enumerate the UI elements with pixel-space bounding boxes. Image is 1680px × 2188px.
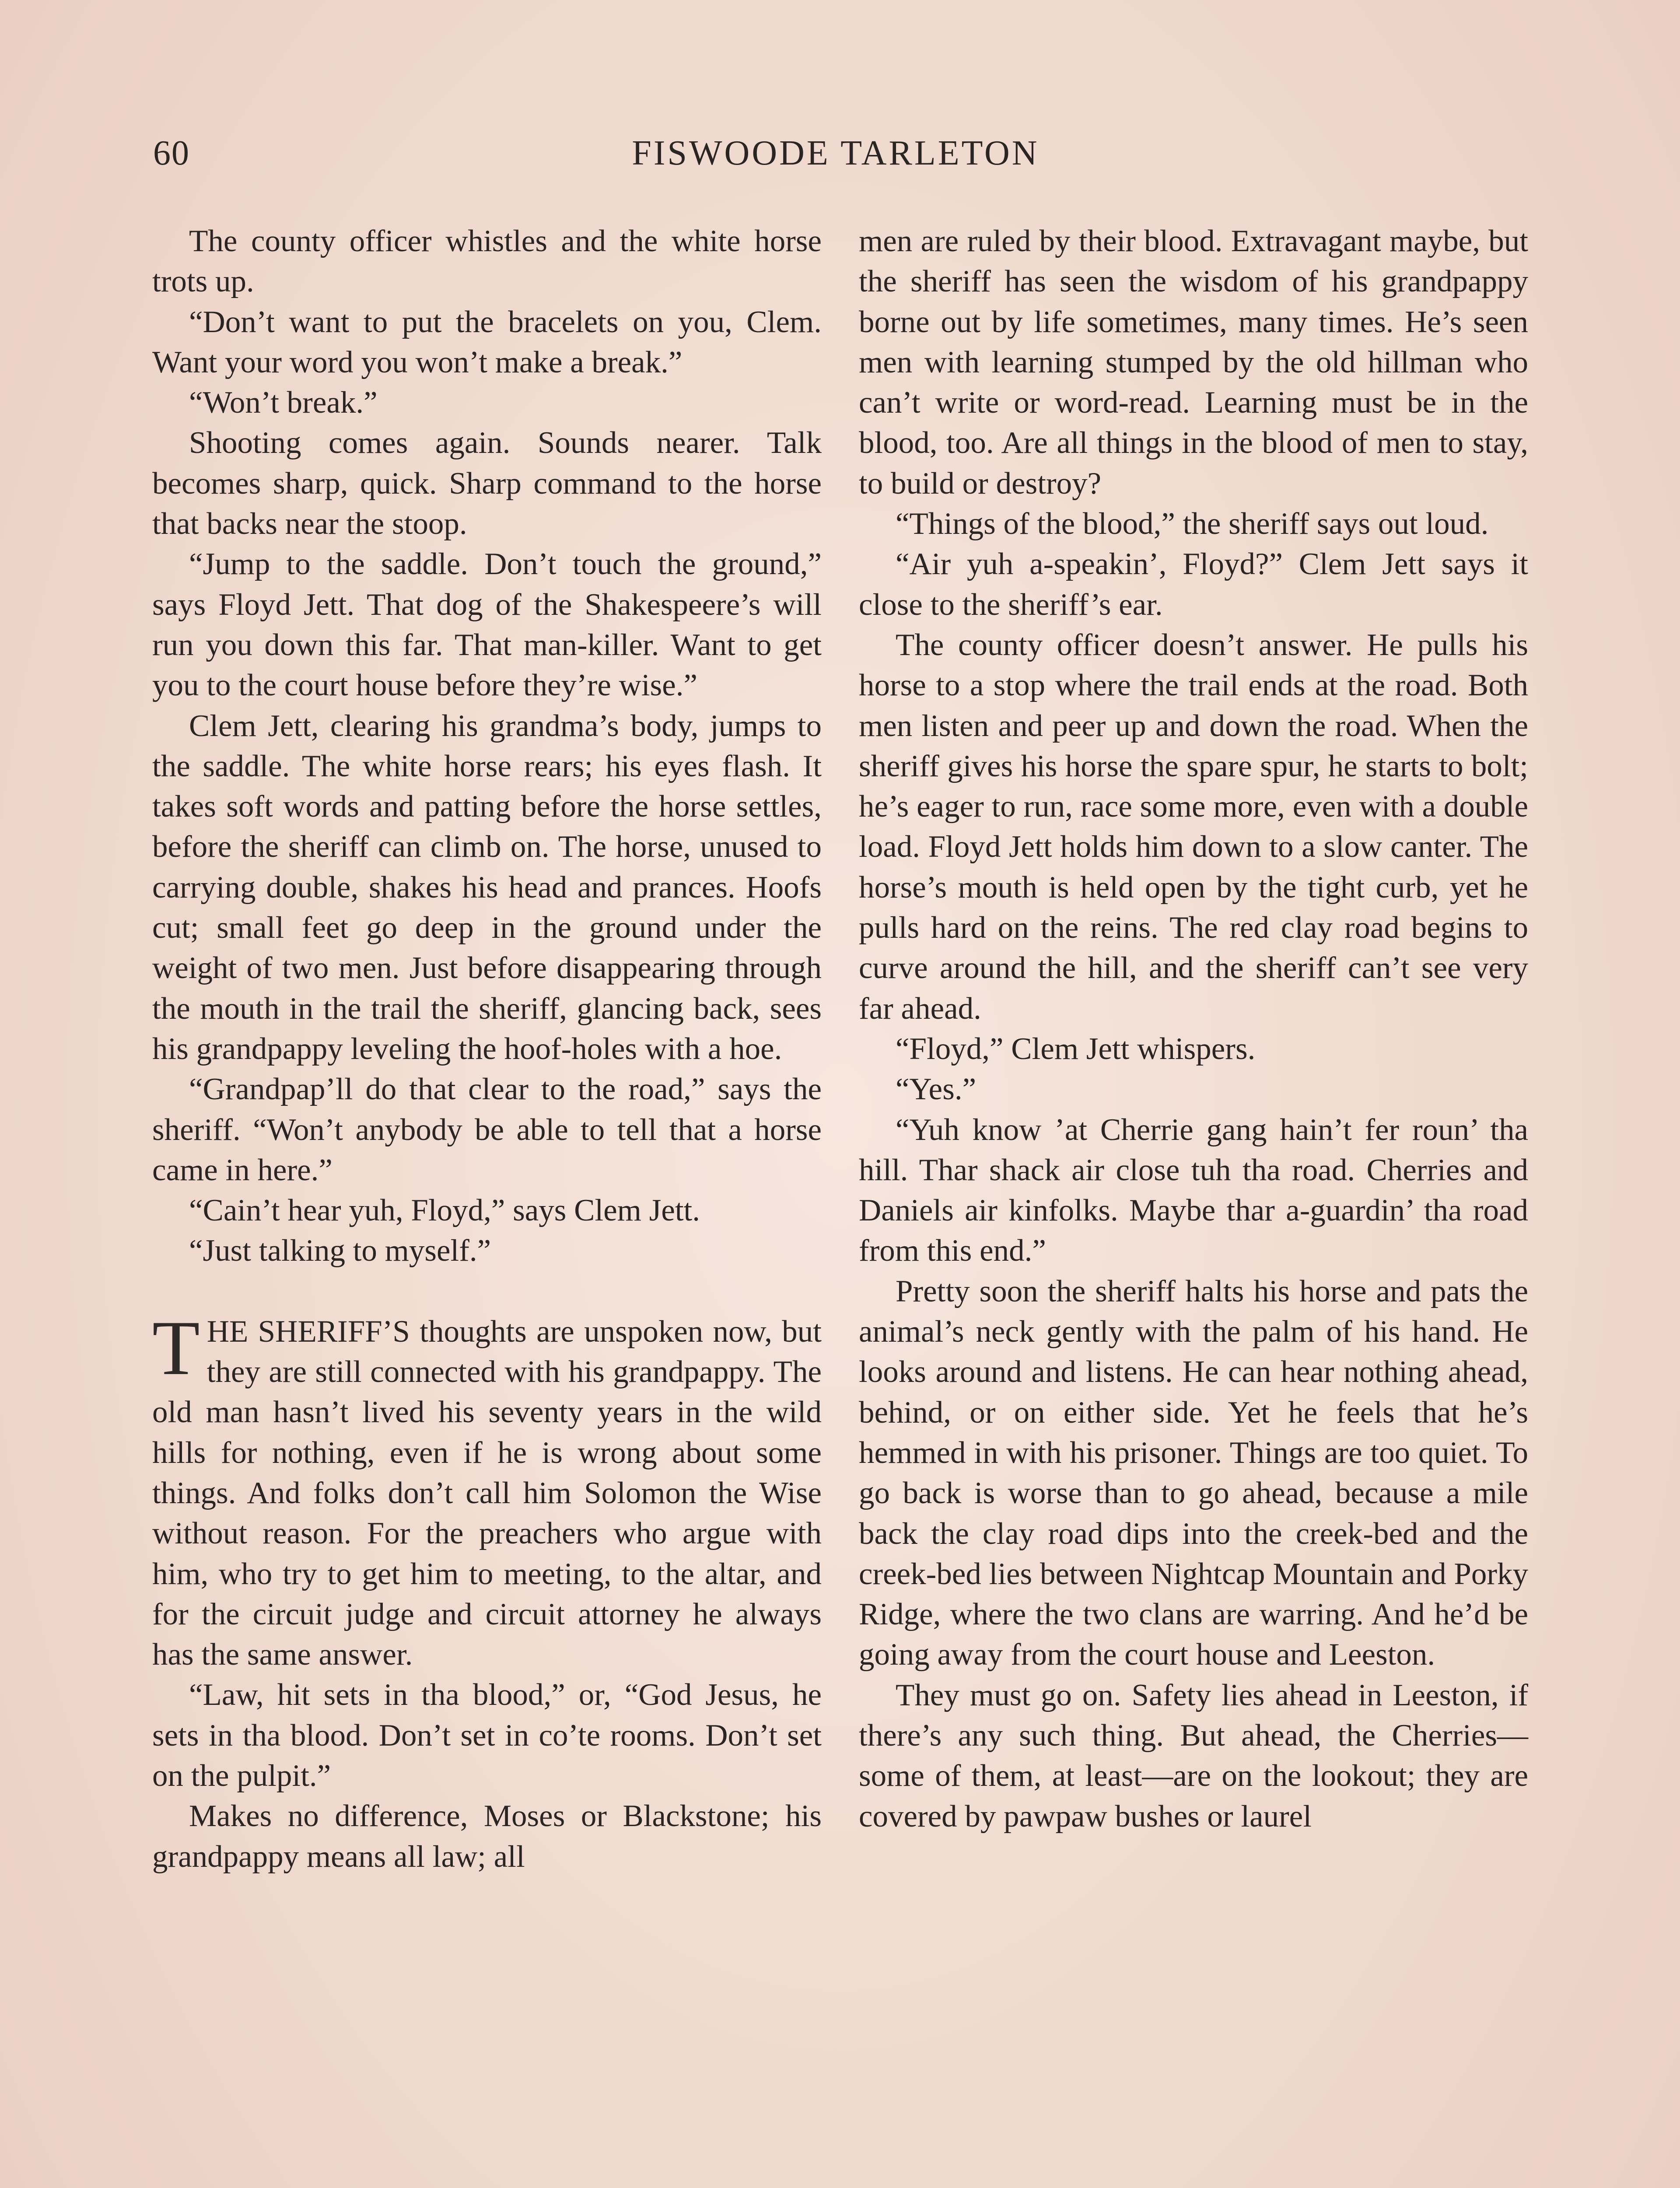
paragraph: “Floyd,” Clem Jett whispers. (896, 1031, 1256, 1066)
paragraph: “Yuh know ’at Cherrie gang hain’t fer roun’ tha hill. Thar shack air close tuh tha road. Cherries and Daniels air kinfolks. Maybe thar a-guardin’ tha road from this end.” (859, 1112, 1528, 1268)
paragraph: Makes no difference, Moses or Blackstone; his grandpappy means all law; all (152, 1799, 822, 1874)
drop-cap: T (152, 1304, 200, 1391)
paragraph: “Grandpap’ll do that clear to the road,” says the sheriff. “Won’t anybody be able to tell that a horse came in here.” (152, 1072, 822, 1187)
paragraph: “Cain’t hear yuh, Floyd,” says Clem Jett. (189, 1193, 700, 1228)
paragraph: “Air yuh a-speakin’, Floyd?” Clem Jett says it close to the sheriff’s ear. (859, 547, 1528, 622)
paragraph: “Jump to the saddle. Don’t touch the ground,” says Floyd Jett. That dog of the Shakespeere’s will run you down this far. That man-killer. Want to get you to the court house before they’re wise.” (152, 547, 822, 703)
section-paragraph (152, 1304, 822, 1675)
page-number: 60 (153, 134, 190, 172)
paragraph: “Things of the blood,” the sheriff says out loud. (896, 507, 1489, 541)
paragraph: Clem Jett, clearing his grandma’s body, jumps to the saddle. The white horse rears; his eyes flash. It takes soft words and patting before the horse settles, before the sheriff can climb on. The horse, unused to carrying double, shakes his head and prances. Hoofs cut; small feet go deep in the ground under the weight of two men. Just before disappearing through the mouth in the trail the sheriff, glancing back, sees his grandpappy leveling the hoof-holes with a hoe. (152, 708, 822, 1066)
paragraph: They must go on. Safety lies ahead in Leeston, if there’s any such thing. But ahead, the Cherries—some of them, at least—are on the lookout; they are covered by pawpaw bushes or laurel (859, 1678, 1528, 1834)
left-column (152, 221, 822, 1877)
page-header (153, 131, 1518, 184)
paragraph: “Law, hit sets in tha blood,” or, “God Jesus, he sets in tha blood. Don’t set in co’te rooms. Don’t set on the pulpit.” (152, 1678, 822, 1793)
paragraph: The county officer doesn’t answer. He pulls his horse to a stop where the trail ends at the road. Both men listen and peer up and down the road. When the sheriff gives his horse the spare spur, he starts to bolt; he’s eager to run, race some more, even with a double load. Floyd Jett holds him down to a slow canter. The horse’s mouth is held open by the tight curb, yet he pulls hard on the reins. The red clay road begins to curve around the hill, and the sheriff can’t see very far ahead. (859, 628, 1528, 1026)
right-column (859, 221, 1528, 1837)
paragraph: Pretty soon the sheriff halts his horse and pats the animal’s neck gently with the palm of his hand. He looks around and listens. He can hear nothing ahead, behind, or on either side. Yet he feels that he’s hemmed in with his prisoner. Things are too quiet. To go back is worse than to go ahead, because a mile back the clay road dips into the creek-bed and the creek-bed lies between Nightcap Mountain and Porky Ridge, where the two clans are warring. And he’d be going away from the court house and Leeston. (859, 1274, 1528, 1672)
paragraph: The county officer whistles and the white horse trots up. (152, 224, 822, 299)
paragraph-text: HE SHERIFF’S thoughts are unspoken now, but they are still connected with his grandpappy. The old man hasn’t lived his seventy years in the wild hills for nothing, even if he is wrong about some things. And folks don’t call him Solomon the Wise without reason. For the preachers who argue with him, who try to get him to meeting, to the altar, and for the circuit judge and circuit attorney he always has the same answer. (152, 1314, 822, 1672)
paragraph: men are ruled by their blood. Extravagant maybe, but the sheriff has seen the wisdom of his grandpappy borne out by life sometimes, many times. He’s seen men with learning stumped by the old hillman who can’t write or word-read. Learning must be in the blood, too. Are all things in the blood of men to stay, to build or destroy? (859, 224, 1528, 501)
paragraph: “Won’t break.” (189, 386, 378, 420)
running-head: FISWOODE TARLETON (632, 134, 1040, 172)
paragraph: “Don’t want to put the bracelets on you, Clem. Want your word you won’t make a break.” (152, 305, 822, 379)
paragraph: Shooting comes again. Sounds nearer. Talk becomes sharp, quick. Sharp command to the horse that backs near the stoop. (152, 426, 822, 541)
paragraph: “Yes.” (896, 1072, 976, 1107)
paragraph: “Just talking to myself.” (189, 1234, 491, 1268)
